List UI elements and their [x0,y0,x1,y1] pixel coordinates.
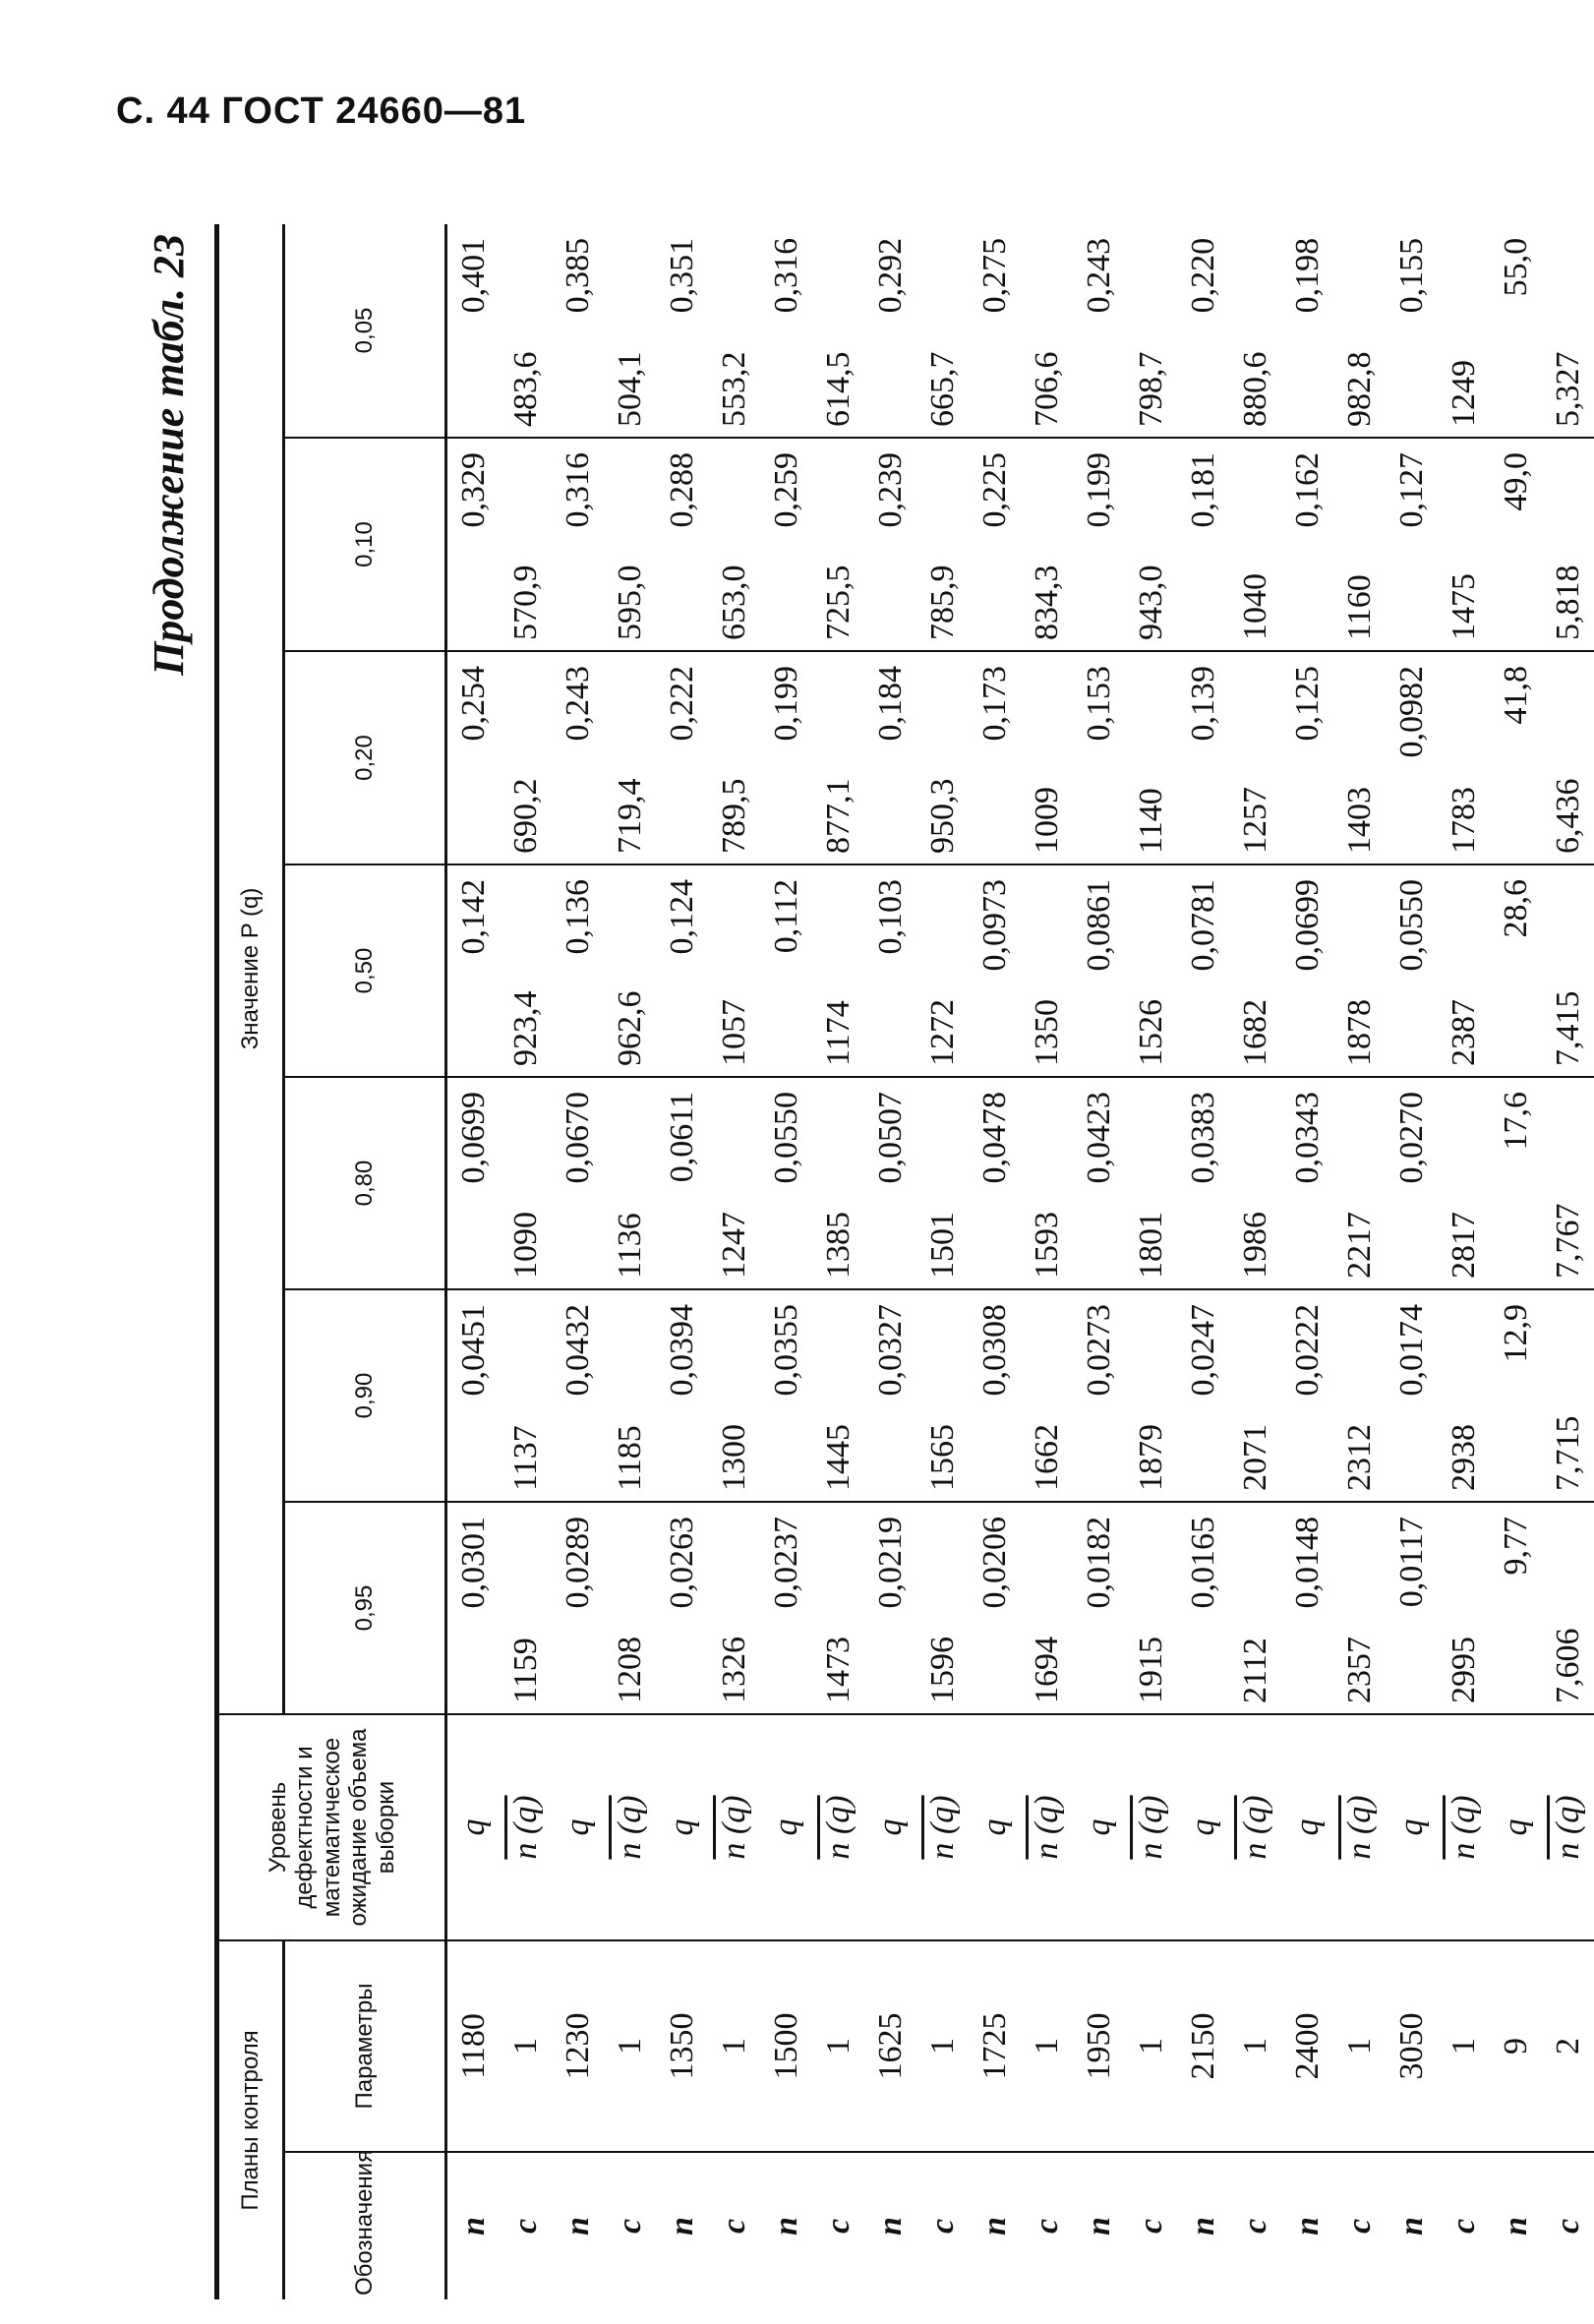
value-cell: 2312 [1333,1289,1386,1502]
value-cell: 0,292 [864,224,916,438]
value-cell: 0,0982 [1386,651,1438,864]
value-cell: 0,288 [656,438,708,651]
value-cell: 2357 [1333,1502,1386,1714]
value-cell: 0,103 [864,864,916,1077]
level-cell: n (q) [1125,1714,1177,1940]
header-p-4: 0,20 [284,651,446,864]
parameter-cell: 1 [604,1940,656,2152]
value-cell: 0,0699 [446,1077,501,1289]
value-cell: 0,0148 [1281,1502,1333,1714]
value-cell: 570,9 [500,438,552,651]
header-level: Уровень дефектности и математическое ожидание объема выборки [217,1714,446,1940]
table-row [812,224,864,2299]
parameter-cell: 1 [916,1940,969,2152]
table-row [1073,224,1125,2299]
value-cell: 2938 [1438,1289,1490,1502]
value-cell: 0,0247 [1177,1289,1229,1502]
designation-cell: n [871,2217,909,2235]
value-cell: 0,142 [446,864,501,1077]
page-header: С. 44 ГОСТ 24660—81 [116,90,527,132]
designation-cell: n [767,2217,804,2235]
level-cell: q [1177,1714,1229,1940]
value-cell: 1326 [708,1502,760,1714]
value-cell: 483,6 [500,224,552,438]
value-cell: 1986 [1229,1077,1281,1289]
parameter-cell: 1950 [1073,1940,1125,2152]
table-row [1386,224,1438,2299]
value-cell: 1137 [500,1289,552,1502]
header-p-0: 0,95 [284,1502,446,1714]
table-row [916,224,969,2299]
level-cell: n (q) [1021,1714,1073,1940]
value-cell: 1160 [1333,438,1386,651]
value-cell: 0,0394 [656,1289,708,1502]
parameter-cell: 9 [1490,1940,1542,2152]
value-cell: 1662 [1021,1289,1073,1502]
table-row [969,224,1021,2299]
value-cell: 0,0289 [552,1502,604,1714]
value-cell: 0,0355 [760,1289,812,1502]
value-cell: 1057 [708,864,760,1077]
value-cell: 0,139 [1177,651,1229,864]
value-cell: 7,415 [1542,864,1594,1077]
value-cell: 1249 [1438,224,1490,438]
designation-cell: n [1184,2217,1221,2235]
value-cell: 0,124 [656,864,708,1077]
value-cell: 1208 [604,1502,656,1714]
designation-cell: c [819,2218,856,2235]
value-cell: 0,127 [1386,438,1438,651]
rotated-table-container [138,224,1586,2299]
value-cell: 0,0423 [1073,1077,1125,1289]
header-plans: Планы контроля [217,1940,284,2299]
value-cell: 2112 [1229,1502,1281,1714]
designation-cell: c [1549,2218,1586,2235]
value-cell: 0,259 [760,438,812,651]
designation-cell: n [1288,2217,1326,2235]
parameter-cell: 1 [1333,1940,1386,2152]
value-cell: 0,239 [864,438,916,651]
value-cell: 0,254 [446,651,501,864]
value-cell: 1801 [1125,1077,1177,1289]
level-cell: q [1073,1714,1125,1940]
value-cell: 0,0270 [1386,1077,1438,1289]
value-cell: 0,199 [1073,438,1125,651]
value-cell: 0,184 [864,651,916,864]
level-cell: q [1490,1714,1542,1940]
table-row [446,224,501,2299]
value-cell: 7,606 [1542,1502,1594,1714]
value-cell: 55,0 [1490,224,1542,438]
value-cell: 0,401 [446,224,501,438]
value-cell: 1593 [1021,1077,1073,1289]
value-cell: 0,0308 [969,1289,1021,1502]
value-cell: 0,0263 [656,1502,708,1714]
value-cell: 0,385 [552,224,604,438]
level-cell: n (q) [708,1714,760,1940]
value-cell: 0,0451 [446,1289,501,1502]
acceptance-plans-table [214,224,1594,2299]
level-cell: n (q) [812,1714,864,1940]
value-cell: 1159 [500,1502,552,1714]
value-cell: 0,199 [760,651,812,864]
value-cell: 1350 [1021,864,1073,1077]
value-cell: 1385 [812,1077,864,1289]
value-cell: 0,275 [969,224,1021,438]
value-cell: 0,220 [1177,224,1229,438]
level-cell: n (q) [1333,1714,1386,1940]
value-cell: 0,173 [969,651,1021,864]
header-p-3: 0,50 [284,864,446,1077]
value-cell: 0,0273 [1073,1289,1125,1502]
value-cell: 0,0165 [1177,1502,1229,1714]
designation-cell: c [1132,2218,1169,2235]
value-cell: 0,0670 [552,1077,604,1289]
value-cell: 0,0327 [864,1289,916,1502]
header-designation: Обозначения [284,2152,446,2299]
level-cell: n (q) [916,1714,969,1940]
value-cell: 1915 [1125,1502,1177,1714]
value-cell: 1174 [812,864,864,1077]
value-cell: 877,1 [812,651,864,864]
value-cell: 0,222 [656,651,708,864]
table-body [446,224,1594,2299]
value-cell: 1682 [1229,864,1281,1077]
level-cell: q [552,1714,604,1940]
parameter-cell: 1 [1229,1940,1281,2152]
parameter-cell: 1500 [760,1940,812,2152]
value-cell: 5,327 [1542,224,1594,438]
value-cell: 12,9 [1490,1289,1542,1502]
table-row [604,224,656,2299]
value-cell: 1473 [812,1502,864,1714]
value-cell: 1878 [1333,864,1386,1077]
value-cell: 798,7 [1125,224,1177,438]
parameter-cell: 1230 [552,1940,604,2152]
level-cell: n (q) [1438,1714,1490,1940]
value-cell: 6,436 [1542,651,1594,864]
value-cell: 665,7 [916,224,969,438]
value-cell: 962,6 [604,864,656,1077]
header-value: Значение P (q) [217,224,284,1714]
designation-cell: n [454,2217,492,2235]
value-cell: 0,0206 [969,1502,1021,1714]
value-cell: 0,0973 [969,864,1021,1077]
table-row [1333,224,1386,2299]
table-row [500,224,552,2299]
table-continuation-label: Продолжение табл. 23 [145,234,193,676]
value-cell: 1185 [604,1289,656,1502]
value-cell: 7,715 [1542,1289,1594,1502]
value-cell: 0,0383 [1177,1077,1229,1289]
level-cell: n (q) [1542,1714,1594,1940]
header-row-sub [284,224,446,2299]
value-cell: 504,1 [604,224,656,438]
level-cell: n (q) [604,1714,656,1940]
value-cell: 0,0550 [760,1077,812,1289]
designation-cell: c [1028,2218,1065,2235]
table-row [1542,224,1594,2299]
value-cell: 725,5 [812,438,864,651]
designation-cell: n [559,2217,596,2235]
designation-cell: n [1392,2217,1430,2235]
value-cell: 1526 [1125,864,1177,1077]
header-row-top [217,224,284,2299]
value-cell: 706,6 [1021,224,1073,438]
value-cell: 719,4 [604,651,656,864]
header-p-5: 0,10 [284,438,446,651]
value-cell: 2387 [1438,864,1490,1077]
level-cell: q [656,1714,708,1940]
value-cell: 0,0222 [1281,1289,1333,1502]
value-cell: 0,0861 [1073,864,1125,1077]
value-cell: 1596 [916,1502,969,1714]
value-cell: 0,0550 [1386,864,1438,1077]
value-cell: 49,0 [1490,438,1542,651]
parameter-cell: 3050 [1386,1940,1438,2152]
parameter-cell: 2 [1542,1940,1594,2152]
value-cell: 0,181 [1177,438,1229,651]
value-cell: 950,3 [916,651,969,864]
value-cell: 0,0301 [446,1502,501,1714]
value-cell: 789,5 [708,651,760,864]
value-cell: 0,0117 [1386,1502,1438,1714]
parameter-cell: 1 [500,1940,552,2152]
value-cell: 553,2 [708,224,760,438]
value-cell: 0,0781 [1177,864,1229,1077]
designation-cell: c [1445,2218,1482,2235]
value-cell: 834,3 [1021,438,1073,651]
value-cell: 1300 [708,1289,760,1502]
value-cell: 595,0 [604,438,656,651]
value-cell: 0,0611 [656,1077,708,1289]
value-cell: 982,8 [1333,224,1386,438]
value-cell: 1475 [1438,438,1490,651]
designation-cell: c [1340,2218,1378,2235]
value-cell: 0,243 [1073,224,1125,438]
value-cell: 0,225 [969,438,1021,651]
value-cell: 0,153 [1073,651,1125,864]
value-cell: 785,9 [916,438,969,651]
value-cell: 1783 [1438,651,1490,864]
value-cell: 1140 [1125,651,1177,864]
parameter-cell: 2400 [1281,1940,1333,2152]
value-cell: 0,198 [1281,224,1333,438]
designation-cell: n [975,2217,1013,2235]
value-cell: 0,136 [552,864,604,1077]
table-row [552,224,604,2299]
level-cell: q [1281,1714,1333,1940]
value-cell: 653,0 [708,438,760,651]
value-cell: 1247 [708,1077,760,1289]
value-cell: 1694 [1021,1502,1073,1714]
value-cell: 0,0478 [969,1077,1021,1289]
table-row [1438,224,1490,2299]
designation-cell: c [923,2218,961,2235]
value-cell: 2995 [1438,1502,1490,1714]
parameter-cell: 2150 [1177,1940,1229,2152]
header-parameters: Параметры [284,1940,446,2152]
value-cell: 943,0 [1125,438,1177,651]
value-cell: 0,0699 [1281,864,1333,1077]
header-p-1: 0,90 [284,1289,446,1502]
level-cell: q [446,1714,501,1940]
value-cell: 690,2 [500,651,552,864]
value-cell: 1257 [1229,651,1281,864]
value-cell: 614,5 [812,224,864,438]
table-row [1229,224,1281,2299]
value-cell: 1040 [1229,438,1281,651]
table-row [1281,224,1333,2299]
parameter-cell: 1 [1125,1940,1177,2152]
value-cell: 1445 [812,1289,864,1502]
value-cell: 1090 [500,1077,552,1289]
level-cell: n (q) [500,1714,552,1940]
value-cell: 1501 [916,1077,969,1289]
header-p-2: 0,80 [284,1077,446,1289]
table-row [760,224,812,2299]
value-cell: 0,0182 [1073,1502,1125,1714]
parameter-cell: 1 [1021,1940,1073,2152]
value-cell: 0,162 [1281,438,1333,651]
value-cell: 0,112 [760,864,812,1077]
level-cell: q [1386,1714,1438,1940]
value-cell: 880,6 [1229,224,1281,438]
designation-cell: n [1497,2217,1534,2235]
value-cell: 28,6 [1490,864,1542,1077]
parameter-cell: 1350 [656,1940,708,2152]
value-cell: 1879 [1125,1289,1177,1502]
value-cell: 5,818 [1542,438,1594,651]
table-row [1177,224,1229,2299]
value-cell: 0,316 [760,224,812,438]
parameter-cell: 1 [708,1940,760,2152]
parameter-cell: 1 [812,1940,864,2152]
designation-cell: c [715,2218,752,2235]
value-cell: 0,0219 [864,1502,916,1714]
value-cell: 1136 [604,1077,656,1289]
designation-cell: c [611,2218,648,2235]
value-cell: 0,0237 [760,1502,812,1714]
value-cell: 0,0343 [1281,1077,1333,1289]
table-row [1021,224,1073,2299]
value-cell: 2217 [1333,1077,1386,1289]
designation-cell: c [1236,2218,1273,2235]
value-cell: 0,351 [656,224,708,438]
table-row [864,224,916,2299]
value-cell: 1565 [916,1289,969,1502]
value-cell: 1272 [916,864,969,1077]
parameter-cell: 1625 [864,1940,916,2152]
value-cell: 41,8 [1490,651,1542,864]
value-cell: 0,155 [1386,224,1438,438]
value-cell: 0,329 [446,438,501,651]
value-cell: 9,77 [1490,1502,1542,1714]
header-p-6: 0,05 [284,224,446,438]
value-cell: 0,243 [552,651,604,864]
value-cell: 1009 [1021,651,1073,864]
value-cell: 923,4 [500,864,552,1077]
value-cell: 17,6 [1490,1077,1542,1289]
value-cell: 1403 [1333,651,1386,864]
level-cell: n (q) [1229,1714,1281,1940]
level-cell: q [760,1714,812,1940]
table-row [1490,224,1542,2299]
level-cell: q [864,1714,916,1940]
value-cell: 7,767 [1542,1077,1594,1289]
designation-cell: c [506,2218,544,2235]
table-row [1125,224,1177,2299]
table-row [708,224,760,2299]
designation-cell: n [663,2217,700,2235]
parameter-cell: 1 [1438,1940,1490,2152]
value-cell: 0,0507 [864,1077,916,1289]
designation-cell: n [1080,2217,1117,2235]
value-cell: 0,0174 [1386,1289,1438,1502]
value-cell: 2071 [1229,1289,1281,1502]
value-cell: 0,316 [552,438,604,651]
parameter-cell: 1180 [446,1940,501,2152]
table-row [656,224,708,2299]
value-cell: 0,0432 [552,1289,604,1502]
level-cell: q [969,1714,1021,1940]
parameter-cell: 1725 [969,1940,1021,2152]
value-cell: 0,125 [1281,651,1333,864]
value-cell: 2817 [1438,1077,1490,1289]
